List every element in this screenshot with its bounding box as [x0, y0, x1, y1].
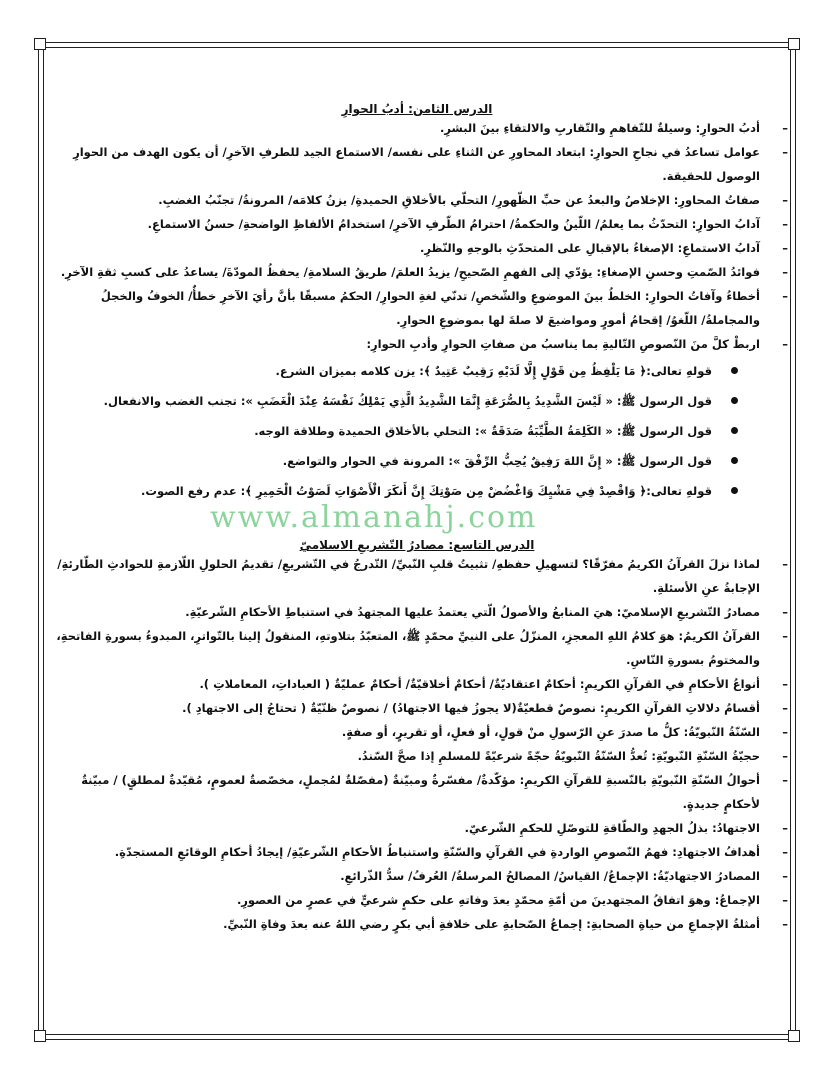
- lesson8-list: [44, 116, 790, 356]
- list-item: – الاجتهادُ: بذلُ الجهدِ والطّاقةِ للتوصّلِ للحكمِ الشّرعيّ.: [464, 821, 788, 835]
- document-page: [44, 88, 790, 1020]
- list-item: – اربطْ كلَّ منَ النّصوصِ التّاليةِ بما يناسبُ من صفاتِ الحوارِ وأدبِ الحوارِ:: [366, 337, 788, 351]
- list-item: – أدبُ الحوارِ: وسيلةٌ للتّفاهمِ والتّقاربِ والالتقاءِ بينَ البشرِ.: [439, 121, 788, 135]
- watermark: www.almanahj.com: [210, 500, 538, 535]
- list-item: – مصادرُ التّشريعِ الإسلاميّ: هيَ المنابعُ والأصولُ الّتي يعتمدُ عليها المجتهدُ في استنباطِ الأحكامِ الشّرعيّةِ.: [185, 605, 788, 619]
- list-item: – الإجماعُ: وهوَ اتفاقُ المجتهدينَ من أمّةِ محمّدٍ بعدَ وفاتهِ على حكمٍ شرعيٍّ في عصرٍ من العصورِ.: [236, 893, 788, 907]
- bullet-item: قول الرسول ﷺ: « إِنَّ اللهَ رَفِيقٌ يُحِبُّ الرِّفْقَ »: المرونة في الحوار والتواضع.: [44, 446, 790, 476]
- lesson9-title: الدرس التاسع: مصادرُ التّشريعِ الاسلاميّ: [299, 538, 535, 552]
- list-item: – عوامل تساعدُ في نجاحِ الحوارِ: ابتعاد المحاورِ عن الثناءِ على نفسه/ الاستماع الجيد للطرفِ الآخرِ/ أن يكون الهدف من الحوارِ الوصول للحقيقة.: [73, 145, 788, 183]
- list-item: – السّنّةُ النّبويّةُ: كلُّ ما صدرَ عنِ الرّسولِ منْ قولٍ، أو فعلٍ، أو تقريرٍ، أو صفةٍ.: [341, 725, 788, 739]
- list-item: – المصادرُ الاجتهاديّةُ: الإجماعُ/ القياسُ/ المصالحُ المرسلةُ/ العُرفُ/ سدُّ الذّرائعِ.: [340, 869, 788, 883]
- list-item: – صفاتُ المحاورِ: الإخلاصُ والبعدُ عن حبِّ الظّهورِ/ التحلّي بالأخلاقِ الحميدةِ/ يزنُ كلامَه/ المرونةُ/ تجنّبُ الغضبِ.: [158, 193, 788, 207]
- list-item: – أخطاءُ وآفاتُ الحوارِ: الخلطُ بينَ الموضوعِ والشّخصِ/ تدنّي لغةِ الحوارِ/ الحكمُ مسبقًا بأنَّ رأيَ الآخرِ خطأٌ/ الخوفُ والخجلُ والمجاملةُ/ اللّغوُ/ إقحامُ أمورٍ ومواضيعَ لا صلةَ لها بموضوعِ الحوارِ.: [100, 289, 788, 327]
- bullet-item: قول الرسول ﷺ: « لَيْسَ الشَّدِيدُ بِالصُّرَعَةِ إِنَّمَا الشَّدِيدُ الَّذِي يَمْلِكُ نَفْسَهُ عِنْدَ الْغَضَبِ »: تجنب الغضب والانفعال.: [44, 386, 790, 416]
- list-item: – أقسامُ دلالاتِ القرآنِ الكريمِ: نصوصٌ قطعيّةٌ(لا يجوزُ فيها الاجتهادُ) / نصوصٌ ظنّيّةٌ ( تحتاجُ إلى الاجتهادِ ).: [182, 701, 788, 715]
- bullet-item: قولهِ تعالى:﴿ مَا يَلْفِظُ مِن قَوْلٍ إِلَّا لَدَيْهِ رَقِيبٌ عَتِيدٌ ﴾: يزن كلامه بميزان الشرع.: [44, 356, 790, 386]
- lesson8-matching-list: [44, 356, 790, 506]
- lesson8-title: الدرس الثامن: أدبُ الحوارِ: [341, 102, 493, 116]
- list-item: – حجيّةُ السّنّةِ النّبويّةِ: تُعدُّ السّنّةُ النّبويّةُ حجّةً شرعيّةً للمسلمِ إذا صحَّ السّندُ.: [357, 749, 788, 763]
- list-item: – أهدافُ الاجتهادِ: فهمُ النّصوصِ الواردةِ في القرآنِ والسّنّةِ واستنباطُ الأحكامِ الشّرعيّةِ/ إيجادُ أحكامِ الوقائعِ المستجدّةِ.: [114, 845, 788, 859]
- list-item: – لماذا نزلَ القرآنُ الكريمُ مفرّقًا؟ لتسهيلِ حفظهِ/ تثبيتُ قلبِ النّبيِّ/ التّدرجُ في التّشريعِ/ تقديمُ الحلولِ اللّازمةِ للحوادثِ الطّارئةِ/ الإجابةُ عنِ الأسئلةِ.: [57, 557, 788, 595]
- list-item: – القرآنُ الكريمُ: هوَ كلامُ اللهِ المعجزِ، المنزّلُ على النبيِّ محمّدٍ ﷺ، المتعبّدُ بتلاوتهِ، المنقولُ إلينا بالتّواترِ، المبدوءُ بسورةِ الفاتحةِ، والمختومُ بسورةِ النّاسِ.: [56, 629, 788, 667]
- list-item: – أنواعُ الأحكامِ في القرآنِ الكريمِ: أحكامٌ اعتقاديّةٌ/ أحكامٌ أخلاقيّةٌ/ أحكامٌ عمليّةٌ ( العباداتِ، المعاملاتِ ).: [199, 677, 788, 691]
- list-item: – أحوالُ السّنّةِ النّبويّةِ بالنّسبةِ للقرآنِ الكريمِ: مؤكّدةٌ/ مفسّرةٌ ومبيّنةٌ (مفصّلةٌ لمُجملٍ، مخصّصةٌ لعمومٍ، مُقيّدةٌ لمطلقٍ) / مبيّنةٌ لأحكامٍ جديدةٍ.: [81, 773, 788, 811]
- bullet-item: قول الرسول ﷺ: « الكَلِمَةُ الطَّيِّبَةُ صَدَقَةٌ »: التحلي بالأخلاق الحميدة وطلاقة الوجه.: [44, 416, 790, 446]
- list-item: – آدابُ الاستماعِ: الإصغاءُ بالإقبالِ على المتحدّثِ بالوجهِ والنّظرِ.: [420, 241, 788, 255]
- list-item: – أمثلةُ الإجماعِ من حياةِ الصحابةِ: إجماعُ الصّحابةِ على خلافةِ أبي بكرٍ رضي اللهُ عنه بعدَ وفاةِ النّبيِّ.: [223, 917, 788, 931]
- list-item: – فوائدُ الصّمتِ وحسنِ الإصغاءِ: يؤدّي إلى الفهمِ الصّحيحِ/ يزيدُ العلمَ/ طريقُ السلامةِ/ يحفظُ المودّةَ/ يساعدُ على كسبِ ثقةِ الآخرِ.: [60, 265, 788, 279]
- list-item: – آدابُ الحوارِ: التحدّثُ بما يعلمُ/ اللّينُ والحكمةُ/ احترامُ الطّرفِ الآخرِ/ استخدامُ الألفاظِ الواضحةِ/ حسنُ الاستماعِ.: [147, 217, 788, 231]
- lesson9-list: [44, 552, 790, 936]
- bullet-item: قولهِ تعالى:﴿ وَاقْصِدْ فِي مَشْيِكَ وَاغْضُضْ مِن صَوْتِكَ إِنَّ أَنكَرَ الْأَصْوَاتِ لَصَوْتُ الْحَمِيرِ ﴾: عدم رفع الصوت.: [44, 476, 790, 506]
